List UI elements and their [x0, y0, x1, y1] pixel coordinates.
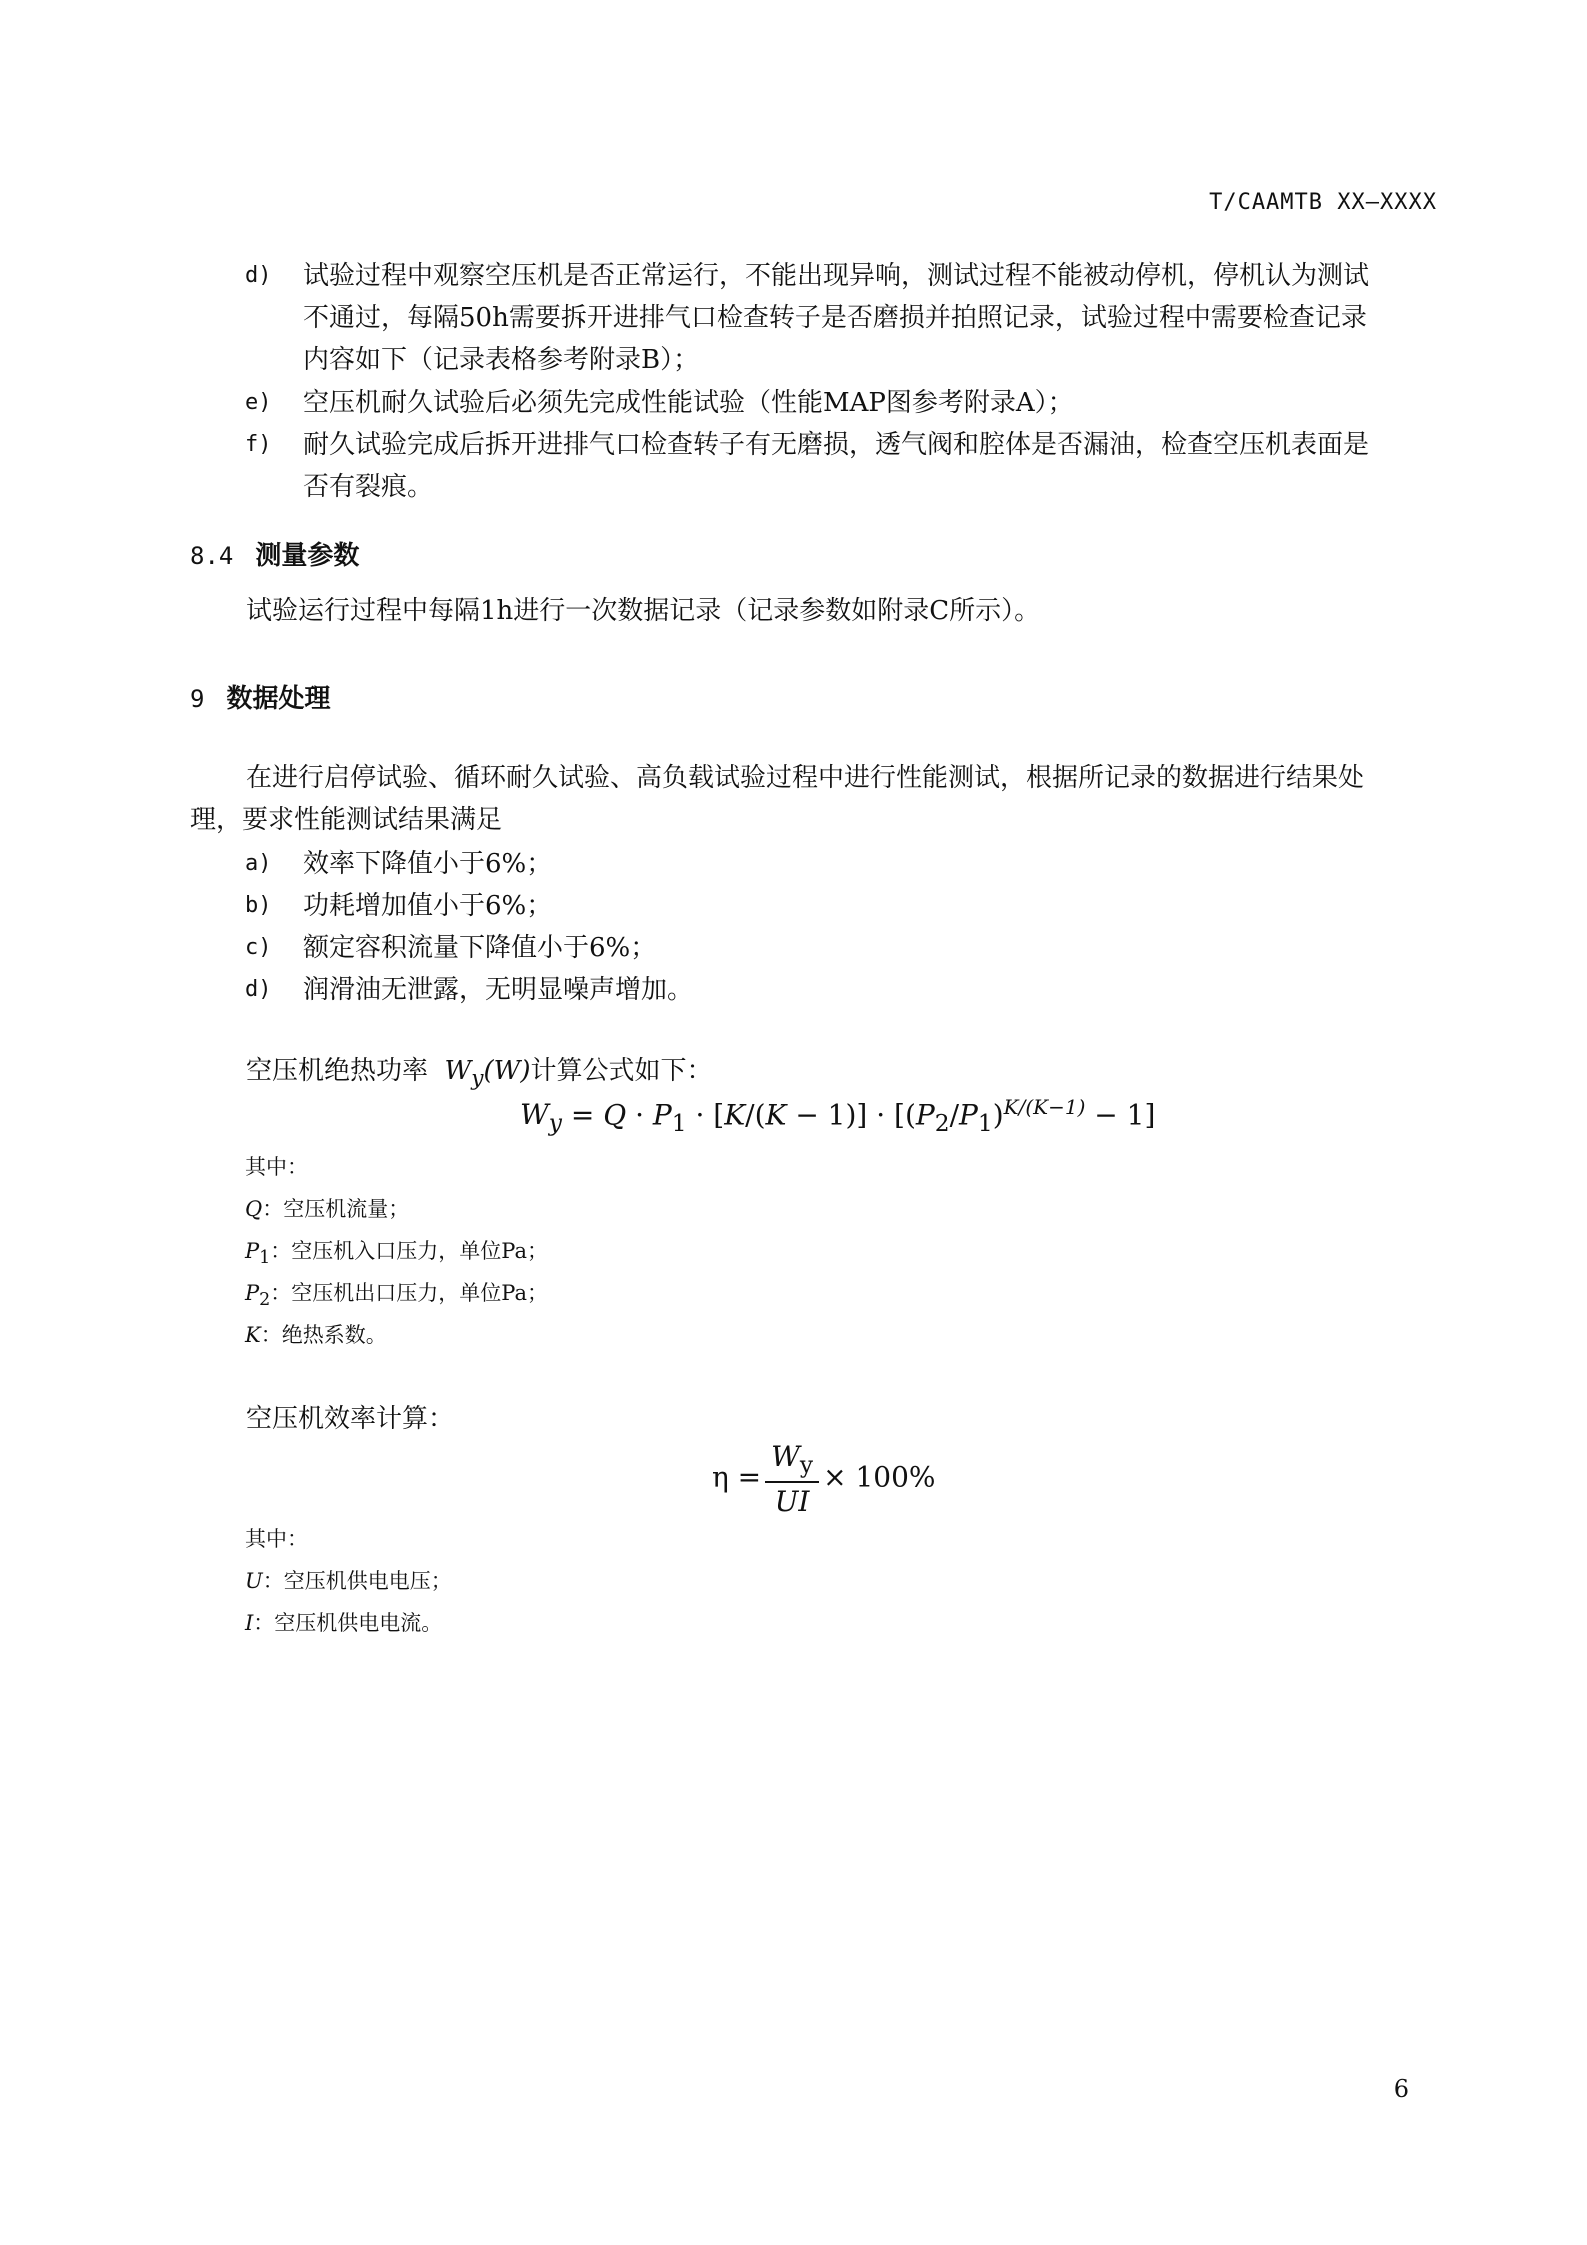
section-heading-8-4 — [190, 535, 359, 572]
section-title: 测量参数 — [255, 541, 360, 571]
var-k — [245, 1321, 387, 1349]
list-marker: a) — [245, 851, 272, 876]
adiabatic-power-formula: $W_y = Q \cdot P_1 \cdot [K/(K - 1)] \cdot [(P_2/P_1)^{K/(K-1)} - 1]$ — [520, 1095, 1156, 1137]
list-text-line: 否有裂痕。 — [303, 472, 434, 502]
var-q — [245, 1195, 409, 1223]
where-label: 其中： — [245, 1155, 308, 1179]
var-symbol: Q — [245, 1197, 263, 1221]
efficiency-formula: η = $\frac{W_y}{UI}$ × 100% — [712, 1440, 936, 1518]
section-9-intro — [190, 757, 1445, 841]
list-text-line: 试验过程中观察空压机是否正常运行，不能出现异响，测试过程不能被动停机，停机认为测试 — [303, 261, 1370, 291]
var-symbol: P — [245, 1281, 260, 1305]
percent-factor: × 100% — [823, 1460, 936, 1494]
list-text-line: 效率下降值小于6%； — [303, 849, 553, 879]
list-item-d — [245, 255, 1445, 381]
var-p1 — [245, 1237, 548, 1272]
page-number: 6 — [1393, 2075, 1409, 2103]
var-symbol: U — [245, 1569, 263, 1593]
list-text-line: 功耗增加值小于6%； — [303, 891, 553, 921]
var-desc: ：空压机流量； — [262, 1197, 410, 1221]
section-number: 8.4 — [190, 542, 234, 570]
formula1-intro — [190, 1050, 1445, 1100]
list-item-b — [245, 885, 1445, 927]
var-symbol: I — [245, 1611, 254, 1635]
var-desc: ：空压机出口压力，单位Pa； — [270, 1281, 548, 1305]
var-symbol: K — [245, 1323, 261, 1347]
formula2-intro: 空压机效率计算： — [246, 1404, 455, 1434]
formula1-intro-suffix: 计算公式如下： — [530, 1056, 713, 1086]
var-p2 — [245, 1279, 548, 1314]
list-marker: e) — [245, 390, 272, 415]
list-text-line: 润滑油无泄露，无明显噪声增加。 — [303, 975, 694, 1005]
section-8-4-text: 试验运行过程中每隔1h进行一次数据记录（记录参数如附录C所示）。 — [246, 596, 1041, 626]
var-desc: ：空压机入口压力，单位Pa； — [270, 1239, 548, 1263]
list-item-d2 — [245, 969, 1445, 1011]
list-marker: b) — [245, 893, 272, 918]
section-heading-9 — [190, 678, 330, 715]
list-item-e — [245, 382, 1445, 424]
list-text-line: 额定容积流量下降值小于6%； — [303, 933, 657, 963]
list-item-c — [245, 927, 1445, 969]
section-title: 数据处理 — [226, 684, 331, 714]
formula1-intro-prefix: 空压机绝热功率 — [246, 1056, 429, 1086]
document-code-header: T/CAAMTB XX—XXXX — [1209, 190, 1437, 215]
list-marker: d) — [245, 977, 272, 1002]
list-text-line: 空压机耐久试验后必须先完成性能试验（性能MAP图参考附录A）； — [303, 388, 1074, 418]
list-marker: c) — [245, 935, 272, 960]
var-desc: ：绝热系数。 — [260, 1323, 387, 1347]
list-item-a — [245, 843, 1445, 885]
var-u — [245, 1567, 452, 1595]
list-text-line: 内容如下（记录表格参考附录B）； — [303, 345, 700, 375]
var-subscript: 2 — [259, 1290, 271, 1311]
section-number: 9 — [190, 685, 205, 713]
where-label: 其中： — [245, 1527, 308, 1551]
list-marker: d) — [245, 263, 272, 288]
list-text-line: 耐久试验完成后拆开进排气口检查转子有无磨损，透气阀和腔体是否漏油，检查空压机表面是 — [303, 430, 1370, 460]
var-desc: ：空压机供电电流。 — [253, 1611, 443, 1635]
var-symbol: P — [245, 1239, 260, 1263]
var-i — [245, 1609, 442, 1637]
list-marker: f) — [245, 432, 272, 457]
intro-line: 理，要求性能测试结果满足 — [190, 805, 503, 835]
list-text-line: 不通过，每隔50h需要拆开进排气口检查转子是否磨损并拍照记录，试验过程中需要检查记录 — [303, 303, 1367, 333]
var-subscript: 1 — [259, 1248, 271, 1269]
formula1-symbol: $W_y(W)$ — [436, 1056, 531, 1092]
var-desc: ：空压机供电电压； — [262, 1569, 452, 1593]
list-item-f — [245, 424, 1445, 508]
intro-line: 在进行启停试验、循环耐久试验、高负载试验过程中进行性能测试，根据所记录的数据进行结果处 — [246, 763, 1365, 793]
